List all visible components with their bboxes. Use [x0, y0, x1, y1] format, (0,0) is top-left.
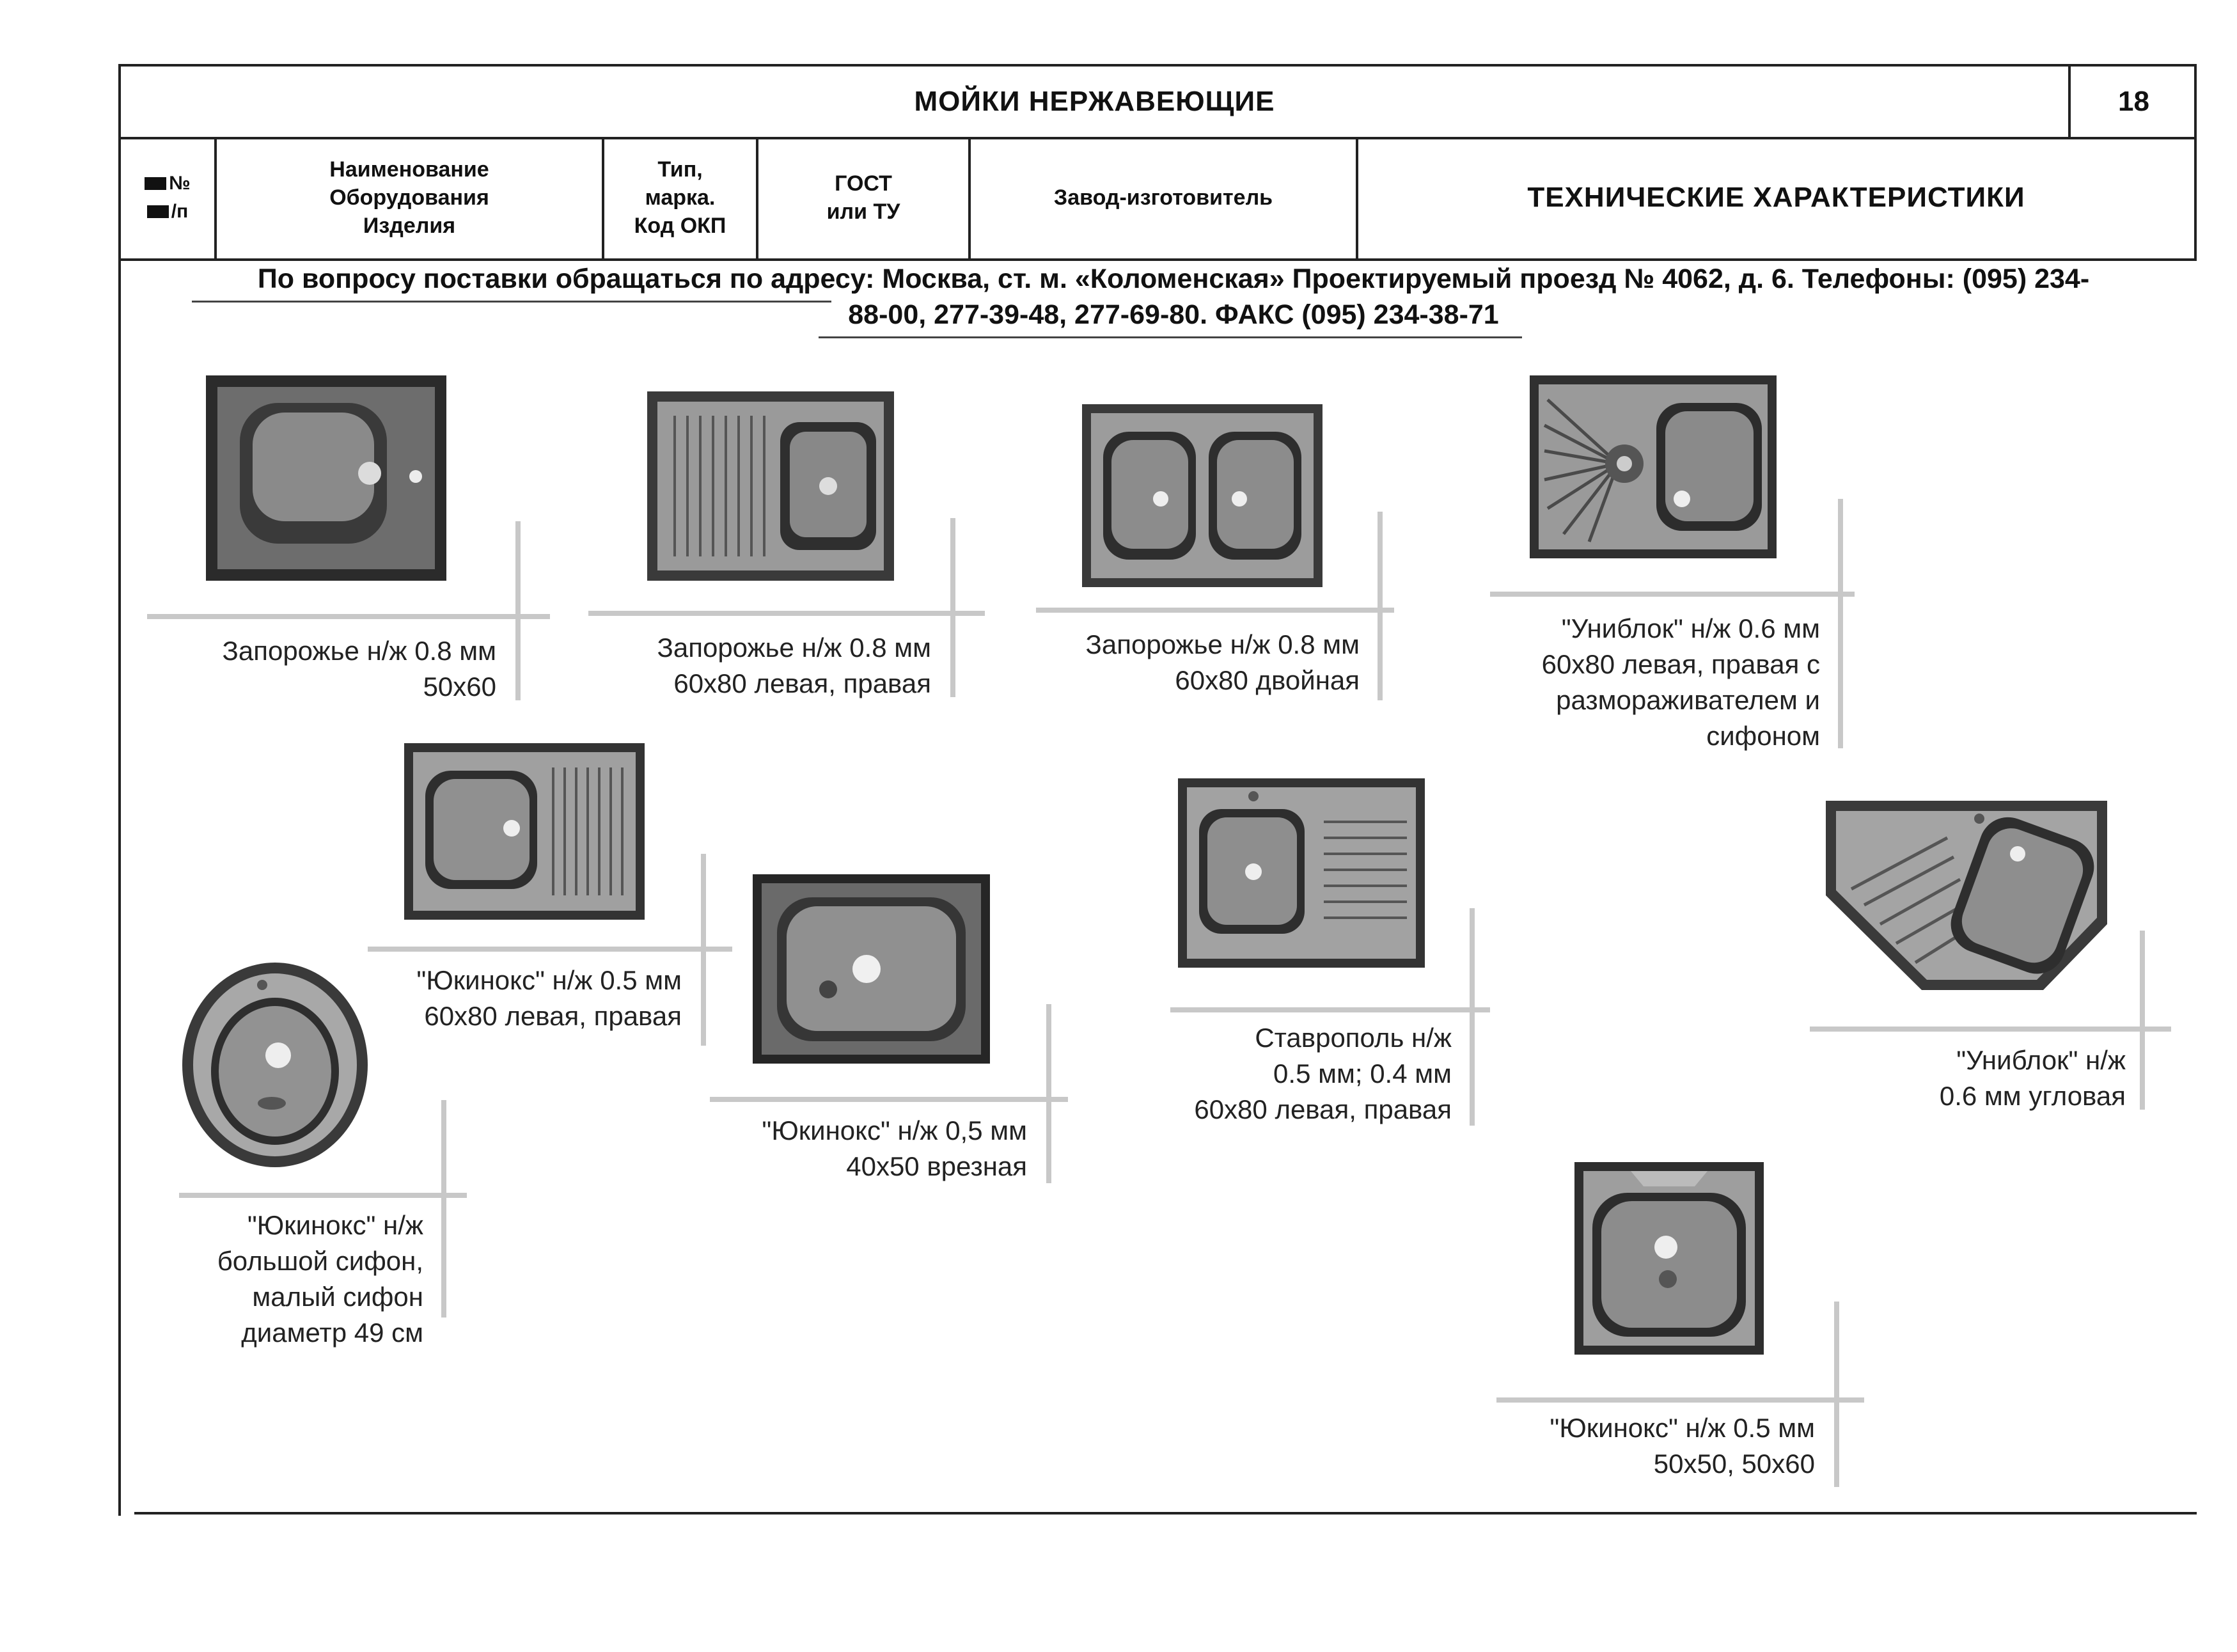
- caption-divider: [1490, 592, 1855, 597]
- product-caption: "Униблок" н/ж 0.6 мм угловая: [1939, 1045, 2126, 1111]
- caption-divider: [2140, 931, 2145, 1110]
- single-bowl-sink-icon: [205, 374, 448, 582]
- product-caption: "Юкинокс" н/ж 0,5 мм 40х50 врезная: [762, 1115, 1027, 1181]
- caption-divider: [1496, 1397, 1864, 1403]
- caption-divider: [1170, 1007, 1490, 1012]
- column-type: Тип, марка. Код ОКП: [604, 137, 758, 258]
- product-caption: Запорожье н/ж 0.8 мм 50х60: [222, 636, 496, 702]
- caption-divider: [441, 1100, 446, 1318]
- product-caption: Запорожье н/ж 0.8 мм 60х80 двойная: [1085, 629, 1360, 695]
- uniblock-sink-icon: [1528, 374, 1778, 560]
- drainer-bowl-sink-icon: [403, 742, 646, 921]
- page-number: 18: [2068, 67, 2197, 137]
- double-bowl-sink-icon: [1081, 403, 1324, 588]
- column-manufacturer: Завод-изготовитель: [971, 137, 1358, 258]
- bowl-drainer-sink-icon: [646, 390, 895, 582]
- number-sign-icon: [147, 205, 169, 218]
- column-name: Наименование Оборудования Изделия: [217, 137, 604, 258]
- caption-divider: [588, 611, 985, 616]
- caption-divider: [950, 518, 955, 697]
- column-specs: ТЕХНИЧЕСКИЕ ХАРАКТЕРИСТИКИ: [1527, 182, 2025, 213]
- table-header: [118, 137, 2197, 261]
- product-caption: Ставрополь н/ж 0.5 мм; 0.4 мм 60х80 левая, правая: [1194, 1023, 1452, 1124]
- caption-divider: [1834, 1302, 1839, 1487]
- product-caption: "Юкинокс" н/ж 0.5 мм 50х50, 50х60: [1550, 1413, 1815, 1479]
- caption-divider: [368, 947, 732, 952]
- product-caption: "Униблок" н/ж 0.6 мм 60х80 левая, правая с размораживателем и сифоном: [1541, 613, 1820, 751]
- round-sink-icon: [179, 959, 371, 1170]
- caption-divider: [1046, 1004, 1051, 1183]
- inset-sink-icon: [751, 873, 991, 1065]
- caption-divider: [515, 521, 521, 700]
- square-sink-icon: [1573, 1161, 1765, 1356]
- page-title: МОЙКИ НЕРЖАВЕЮЩИЕ: [914, 86, 1275, 117]
- caption-divider: [1036, 608, 1394, 613]
- product-caption: "Юкинокс" н/ж 0.5 мм 60х80 левая, правая: [416, 965, 682, 1031]
- notice-underline: [819, 336, 1522, 338]
- caption-divider: [1810, 1027, 2171, 1032]
- product-caption: "Юкинокс" н/ж большой сифон, малый сифон диаметр 49 см: [217, 1210, 423, 1348]
- caption-divider: [710, 1097, 1068, 1102]
- product-caption: Запорожье н/ж 0.8 мм 60х80 левая, правая: [657, 633, 931, 698]
- corner-sink-icon: [1826, 799, 2107, 991]
- column-number: № /п: [121, 137, 217, 258]
- caption-divider: [1838, 499, 1843, 748]
- supply-notice: По вопросу поставки обращаться по адресу: Москва, ст. м. «Коломенская» Проектируемый проезд № 4062, д. 6. Телефоны: (095) 234- 88-00, 277-39-48, 277-69-80. ФАКС (095) 234-38-71: [257, 264, 2090, 330]
- number-sign-icon: [145, 177, 166, 190]
- caption-divider: [1470, 908, 1475, 1126]
- caption-divider: [1378, 512, 1383, 700]
- title-row: [118, 64, 2197, 139]
- page-bottom-border: [134, 1512, 2197, 1514]
- caption-divider: [147, 614, 550, 619]
- caption-divider: [179, 1193, 467, 1198]
- notice-underline: [192, 301, 831, 303]
- column-gost: ГОСТ или ТУ: [758, 137, 971, 258]
- stavropol-sink-icon: [1177, 777, 1426, 969]
